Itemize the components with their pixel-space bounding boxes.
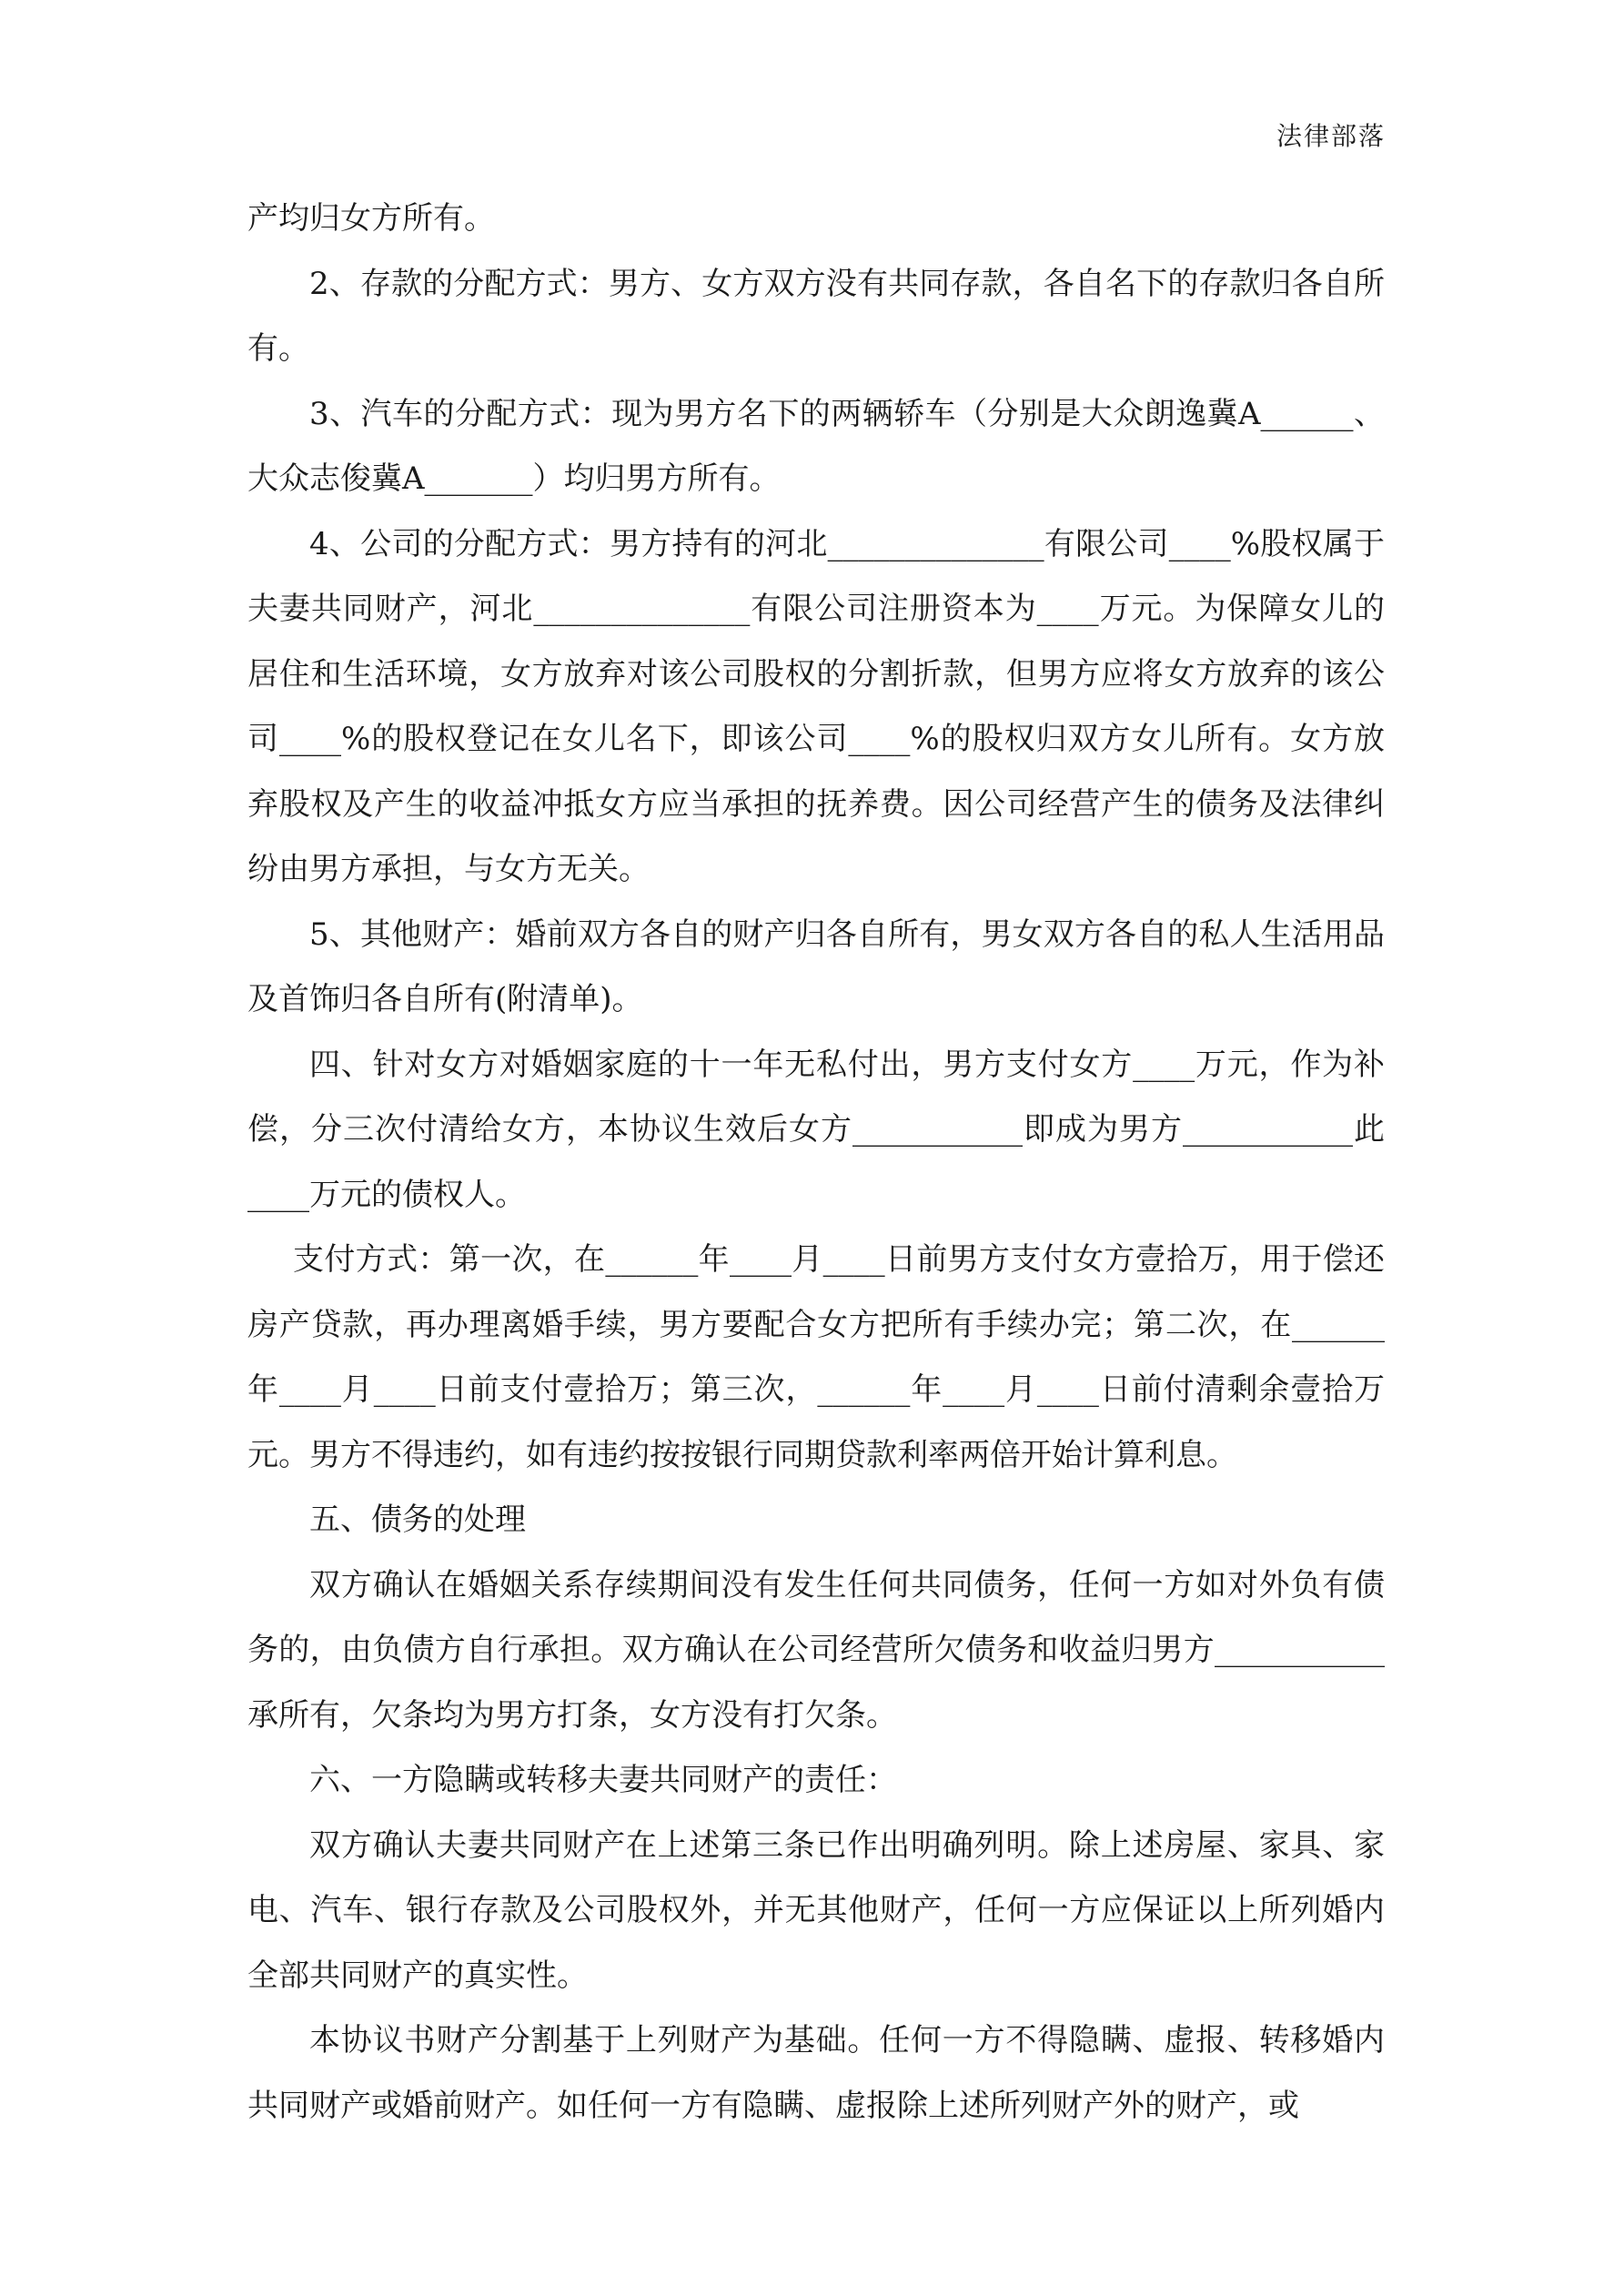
paragraph-no-concealment: 本协议书财产分割基于上列财产为基础。任何一方不得隐瞒、虚报、转移婚内共同财产或婚前财产。如任何一方有隐瞒、虚报除上述所列财产外的财产，或 — [247, 2022, 1385, 2124]
paragraph-car-division: 3、汽车的分配方式：现为男方名下的两辆轿车（分别是大众朗逸冀A______、大众志俊冀A_______）均归男方所有。 — [247, 395, 1385, 497]
paragraph-deposit-division: 2、存款的分配方式：男方、女方双方没有共同存款，各自名下的存款归各自所有。 — [247, 265, 1385, 367]
paragraph-company-division: 4、公司的分配方式：男方持有的河北______________有限公司____%股权属于夫妻共同财产，河北______________有限公司注册资本为____万元。为保障女儿的居住和生活环境，女方放弃对该公司股权的分割折款，但男方应将女方放弃的该公司____%的股权登记在女儿名下，即该公司____%的股权归双方女儿所有。女方放弃股权及产生的收益冲抵女方应当承担的抚养费。因公司经营产生的债务及法律纠纷由男方承担，与女方无关。 — [247, 525, 1385, 887]
section-heading-concealment: 六、一方隐瞒或转移夫妻共同财产的责任： — [309, 1762, 897, 1798]
header-site-name: 法律部落 — [1276, 121, 1386, 151]
document-body — [247, 187, 1385, 2139]
paragraph-assets-confirmed: 双方确认夫妻共同财产在上述第三条已作出明确列明。除上述房屋、家具、家电、汽车、银行存款及公司股权外，并无其他财产，任何一方应保证以上所列婚内全部共同财产的真实性。 — [247, 1826, 1385, 1994]
paragraph-payment-method: 支付方式：第一次，在______年____月____日前男方支付女方壹拾万，用于偿还房产贷款，再办理离婚手续，男方要配合女方把所有手续办完；第二次，在______年____月____日前支付壹拾万；第三次，______年____月____日前付清剩余壹拾万元。男方不得违约，如有违约按按银行同期贷款利率两倍开始计算利息。 — [247, 1241, 1385, 1473]
paragraph-compensation: 四、针对女方对婚姻家庭的十一年无私付出，男方支付女方____万元，作为补偿，分三次付清给女方，本协议生效后女方___________即成为男方___________此____万元的债权人。 — [247, 1046, 1385, 1213]
paragraph-debts: 双方确认在婚姻关系存续期间没有发生任何共同债务，任何一方如对外负有债务的，由负债方自行承担。双方确认在公司经营所欠债务和收益归男方___________承所有，欠条均为男方打条，女方没有打欠条。 — [247, 1566, 1385, 1734]
section-heading-debts: 五、债务的处理 — [309, 1502, 526, 1538]
paragraph-property-tail: 产均归女方所有。 — [247, 200, 495, 237]
paragraph-other-property: 5、其他财产：婚前双方各自的财产归各自所有，男女双方各自的私人生活用品及首饰归各自所有(附清单)。 — [247, 915, 1385, 1017]
